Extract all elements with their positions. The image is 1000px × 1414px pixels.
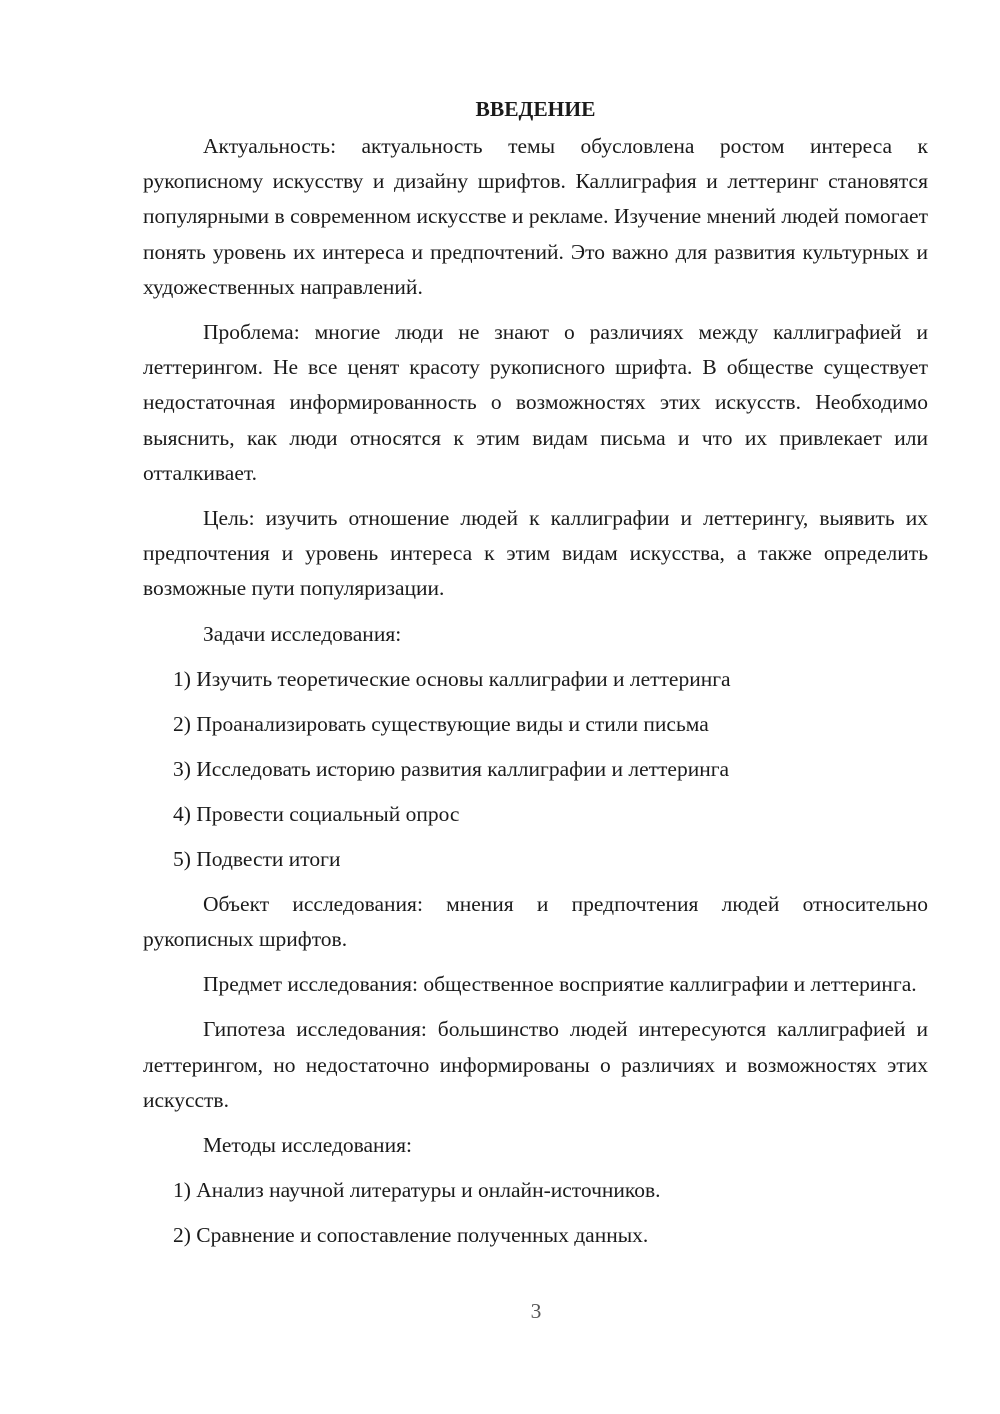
list-item: 5) Подвести итоги [173, 846, 341, 871]
paragraph-object: Объект исследования: мнения и предпочтения людей относительно рукописных шрифтов. [143, 891, 928, 952]
list-item: 2) Сравнение и сопоставление полученных данных. [173, 1223, 649, 1248]
paragraph-subject: Предмет исследования: общественное восприятие каллиграфии и леттеринга. [203, 972, 917, 997]
list-item: 3) Исследовать историю развития каллиграфии и леттеринга [173, 756, 730, 781]
paragraph-problem: Проблема: многие люди не знают о различиях между каллиграфией и леттерингом. Не все ценят красоту рукописного шрифта. В обществе существует недостаточная информированность о возможностях этих искусств. Необходимо выяснить, как люди относятся к этим видам письма и что их привлекает или отталкивает. [143, 320, 928, 485]
document-page [143, 92, 928, 1253]
page-number: 3 [530, 1299, 542, 1323]
list-item: 1) Изучить теоретические основы каллиграфии и леттеринга [173, 666, 731, 691]
list-item: 2) Проанализировать существующие виды и стили письма [173, 711, 709, 736]
list-item: 4) Провести социальный опрос [173, 801, 460, 826]
section-title: ВВЕДЕНИЕ [475, 97, 596, 121]
tasks-heading: Задачи исследования: [203, 621, 402, 646]
tasks-list [143, 662, 928, 877]
paragraph-relevance: Актуальность: актуальность темы обусловлена ростом интереса к рукописному искусству и дизайну шрифтов. Каллиграфия и леттеринг становятся популярными в современном искусстве и рекламе. Изучение мнений людей помогает понять уровень их интереса и предпочтений. Это важно для развития культурных и художественных направлений. [143, 134, 928, 299]
methods-heading: Методы исследования: [203, 1133, 412, 1158]
methods-list [143, 1173, 928, 1253]
paragraph-hypothesis: Гипотеза исследования: большинство людей интересуются каллиграфией и леттерингом, но недостаточно информированы о различиях и возможностях этих искусств. [143, 1017, 928, 1112]
paragraph-goal: Цель: изучить отношение людей к каллиграфии и леттерингу, выявить их предпочтения и уровень интереса к этим видам искусства, а также определить возможные пути популяризации. [143, 506, 928, 601]
list-item: 1) Анализ научной литературы и онлайн-источников. [173, 1178, 661, 1203]
